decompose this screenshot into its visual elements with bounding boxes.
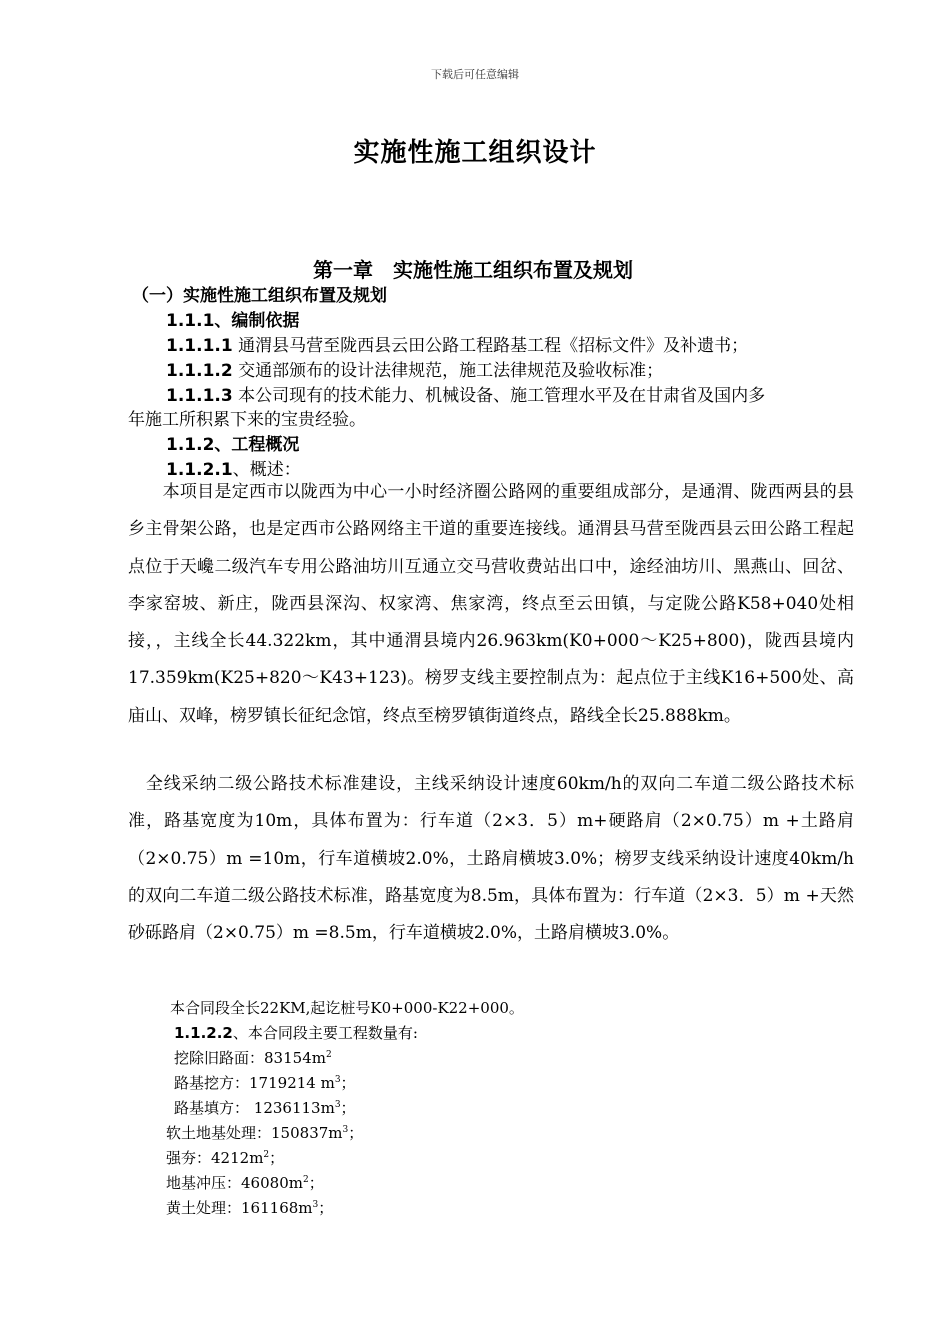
document-title: 实施性施工组织设计 (353, 138, 597, 168)
punctuation: ； (340, 1074, 356, 1092)
quantity-label: 路基填方： (174, 1099, 250, 1117)
quantity-value: 83154m (264, 1049, 326, 1067)
quantity-value: 1719214 m (249, 1074, 335, 1092)
basis-item-3 (166, 381, 765, 406)
punctuation: ； (348, 1124, 364, 1142)
item-text: 交通部颁布的设计法律规范，施工法律规范及验收标准； (238, 361, 664, 381)
basis-item-1 (166, 331, 748, 356)
quantity-item (174, 1097, 356, 1118)
quantity-value: 46080m (241, 1174, 303, 1192)
punctuation: ； (318, 1199, 334, 1217)
quantity-item (166, 1172, 324, 1193)
unit-exponent: 3 (312, 1200, 319, 1210)
quantity-label: 强夯： (166, 1149, 212, 1167)
standards-paragraph: 全线采纳二级公路技术标准建设，主线采纳设计速度60km/h的双向二车道二级公路技术标准，路基宽度为10m，具体布置为：行车道（2×3．5）m+硬路肩（2×0.75）m +土路肩（2×0.75）m =10m，行车道横坡2.0%，土路肩横坡3.0%；榜罗支线采纳设计速度40km/h的双向二车道二级公路技术标准，路基宽度为8.5m，具体布置为：行车道（2×3．5）m +天然砂砾路肩（2×0.75）m =8.5m，行车道横坡2.0%，土路肩横坡3.0%。 (128, 774, 854, 944)
item-number: 1.1.1.1 (166, 336, 233, 356)
quantity-value: 161168m (241, 1199, 313, 1217)
quantity-item (174, 1047, 332, 1068)
quantity-label: 挖除旧路面： (174, 1049, 265, 1067)
quantity-item (174, 1072, 356, 1093)
quantity-label: 软土地基处理： (166, 1124, 272, 1142)
subsection-1-1-1: 1.1.1、编制依据 (166, 311, 300, 331)
item-text: 、本合同段主要工程数量有: (232, 1024, 418, 1042)
basis-item-2 (166, 356, 663, 381)
unit-exponent: 2 (302, 1175, 309, 1185)
quantity-value: 4212m (211, 1149, 264, 1167)
section-heading: （一）实施性施工组织布置及规划 (132, 286, 387, 306)
punctuation: ； (269, 1149, 285, 1167)
punctuation: ； (308, 1174, 324, 1192)
punctuation: ； (340, 1099, 356, 1117)
item-number: 1.1.1.3 (166, 386, 233, 406)
contract-scope: 本合同段全长22KM,起讫桩号K0+000-K22+000。 (170, 999, 524, 1017)
basis-item-3-continued: 年施工所积累下来的宝贵经验。 (128, 410, 366, 430)
item-text: 本公司现有的技术能力、机械设备、施工管理水平及在甘肃省及国内多 (238, 386, 766, 406)
item-number: 1.1.1.2 (166, 361, 233, 381)
unit-exponent: 2 (263, 1150, 270, 1160)
unit-exponent: 3 (342, 1125, 349, 1135)
quantity-label: 路基挖方： (174, 1074, 250, 1092)
page-header: 下载后可任意编辑 (431, 68, 519, 81)
item-number: 1.1.2.1 (166, 460, 233, 480)
unit-exponent: 2 (325, 1050, 332, 1060)
quantity-value: 150837m (271, 1124, 343, 1142)
quantity-item (166, 1147, 284, 1168)
subsection-1-1-2: 1.1.2、工程概况 (166, 435, 300, 455)
unit-exponent: 3 (334, 1100, 341, 1110)
unit-exponent: 3 (334, 1075, 341, 1085)
quantity-item (166, 1122, 363, 1143)
subsection-1-1-2-2 (174, 1022, 418, 1043)
quantity-label: 地基冲压： (166, 1174, 242, 1192)
item-number: 1.1.2.2 (174, 1024, 233, 1042)
chapter-heading: 第一章 实施性施工组织布置及规划 (313, 258, 633, 282)
item-text: 、概述： (232, 460, 301, 480)
item-text: 通渭县马营至陇西县云田公路工程路基工程《招标文件》及补遗书； (238, 336, 749, 356)
quantity-item (166, 1197, 333, 1218)
quantity-value: 1236113m (249, 1099, 335, 1117)
quantity-label: 黄土处理： (166, 1199, 242, 1217)
overview-paragraph: 本项目是定西市以陇西为中心一小时经济圈公路网的重要组成部分，是通渭、陇西两县的县乡主骨架公路，也是定西市公路网络主干道的重要连接线。通渭县马营至陇西县云田公路工程起点位于天巉二级汽车专用公路油坊川互通立交马营收费站出口中，途经油坊川、黑燕山、回岔、李家窑坡、新庄，陇西县深沟、权家湾、焦家湾，终点至云田镇，与定陇公路K58+040处相接，，主线全长44.322km，其中通渭县境内26.963km(K0+000～K25+800)，陇西县境内17.359km(K25+820～K43+123)。榜罗支线主要控制点为：起点位于主线K16+500处、高庙山、双峰，榜罗镇长征纪念馆，终点至榜罗镇街道终点，路线全长25.888km。 (128, 482, 854, 726)
